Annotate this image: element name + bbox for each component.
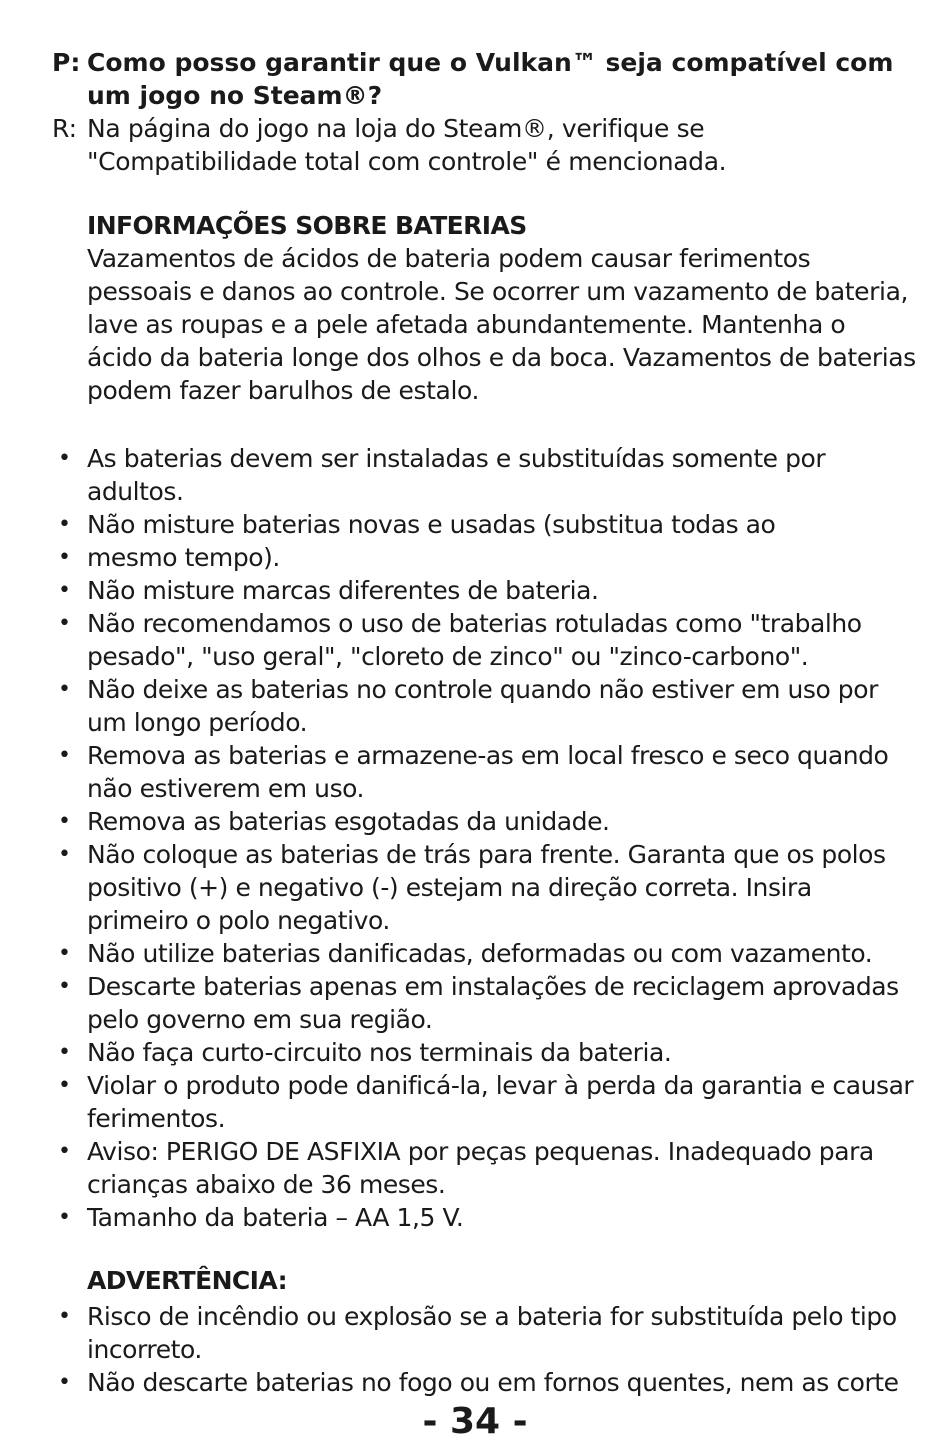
page-number: - 34 - (422, 1401, 528, 1442)
bullet-icon: • (58, 1370, 71, 1395)
list-item-text: Tamanho da bateria – AA 1,5 V. (87, 1203, 464, 1232)
list-item-text: Aviso: PERIGO DE ASFIXIA por peças pequenas. Inadequado para crianças abaixo de 36 meses. (87, 1137, 874, 1199)
question-text: Como posso garantir que o Vulkan™ seja compatível com um jogo no Steam®? (87, 48, 894, 110)
list-item (58, 1069, 918, 1135)
bullet-icon: • (58, 941, 71, 966)
bullet-icon: • (58, 1205, 71, 1230)
list-item (58, 1036, 918, 1069)
list-item (58, 838, 918, 937)
bullet-icon: • (58, 446, 71, 471)
list-item (58, 607, 918, 673)
answer-text: Na página do jogo na loja do Steam®, verifique se "Compatibilidade total com controle" é mencionada. (87, 114, 727, 176)
list-item (58, 508, 918, 541)
battery-info-paragraph: Vazamentos de ácidos de bateria podem causar ferimentos pessoais e danos ao controle. Se ocorrer um vazamento de bateria, lave as roupas e a pele afetada abundantemente. Mantenha o ácido da bateria longe dos olhos e da boca. Vazamentos de baterias podem fazer barulhos de estalo. (87, 244, 916, 405)
list-item-text: Não recomendamos o uso de baterias rotuladas como "trabalho pesado", "uso geral", "cloreto de zinco" ou "zinco-carbono". (87, 609, 862, 671)
list-item-text: Violar o produto pode danificá-la, levar à perda da garantia e causar ferimentos. (87, 1071, 914, 1133)
list-item-text: Não misture marcas diferentes de bateria. (87, 576, 599, 605)
list-item (58, 937, 918, 970)
list-item-text: Não deixe as baterias no controle quando não estiver em uso por um longo período. (87, 675, 878, 737)
bullet-icon: • (58, 578, 71, 603)
list-item (58, 1300, 918, 1366)
answer-prefix: R: (52, 114, 78, 143)
question-prefix: P: (52, 48, 81, 77)
list-item-text: Risco de incêndio ou explosão se a bateria for substituída pelo tipo incorreto. (87, 1302, 897, 1364)
list-item-text: As baterias devem ser instaladas e substituídas somente por adultos. (87, 444, 826, 506)
bullet-icon: • (58, 1040, 71, 1065)
list-item (58, 442, 918, 508)
bullet-icon: • (58, 1304, 71, 1329)
warning-section (87, 1264, 917, 1297)
list-item (58, 970, 918, 1036)
bullet-icon: • (58, 974, 71, 999)
list-item-text: Remova as baterias e armazene-as em local fresco e seco quando não estiverem em uso. (87, 741, 889, 803)
list-item (58, 805, 918, 838)
list-item (58, 673, 918, 739)
bullet-icon: • (58, 1139, 71, 1164)
bullet-icon: • (58, 677, 71, 702)
list-item (58, 1201, 918, 1234)
list-item (58, 1366, 918, 1399)
list-item-text: Não faça curto-circuito nos terminais da bateria. (87, 1038, 672, 1067)
battery-info-section (87, 209, 917, 407)
list-item-text: Não utilize baterias danificadas, deformadas ou com vazamento. (87, 939, 873, 968)
bullet-icon: • (58, 512, 71, 537)
battery-bullet-list (58, 442, 918, 1234)
list-item-text: Remova as baterias esgotadas da unidade. (87, 807, 610, 836)
faq-answer (52, 112, 912, 178)
warning-bullet-list (58, 1300, 918, 1399)
list-item (58, 541, 918, 574)
list-item-text: mesmo tempo). (87, 543, 280, 572)
list-item (58, 1135, 918, 1201)
bullet-icon: • (58, 809, 71, 834)
warning-heading: ADVERTÊNCIA: (87, 1266, 287, 1295)
list-item-text: Descarte baterias apenas em instalações de reciclagem aprovadas pelo governo em sua região. (87, 972, 899, 1034)
faq-question (52, 46, 912, 112)
bullet-icon: • (58, 1073, 71, 1098)
list-item (58, 574, 918, 607)
list-item-text: Não coloque as baterias de trás para frente. Garanta que os polos positivo (+) e negativo (-) estejam na direção correta. Insira primeiro o polo negativo. (87, 840, 886, 935)
list-item (58, 739, 918, 805)
bullet-icon: • (58, 611, 71, 636)
bullet-icon: • (58, 545, 71, 570)
battery-info-heading: INFORMAÇÕES SOBRE BATERIAS (87, 211, 527, 240)
bullet-icon: • (58, 743, 71, 768)
list-item-text: Não descarte baterias no fogo ou em fornos quentes, nem as corte (87, 1368, 899, 1397)
bullet-icon: • (58, 842, 71, 867)
list-item-text: Não misture baterias novas e usadas (substitua todas ao (87, 510, 776, 539)
